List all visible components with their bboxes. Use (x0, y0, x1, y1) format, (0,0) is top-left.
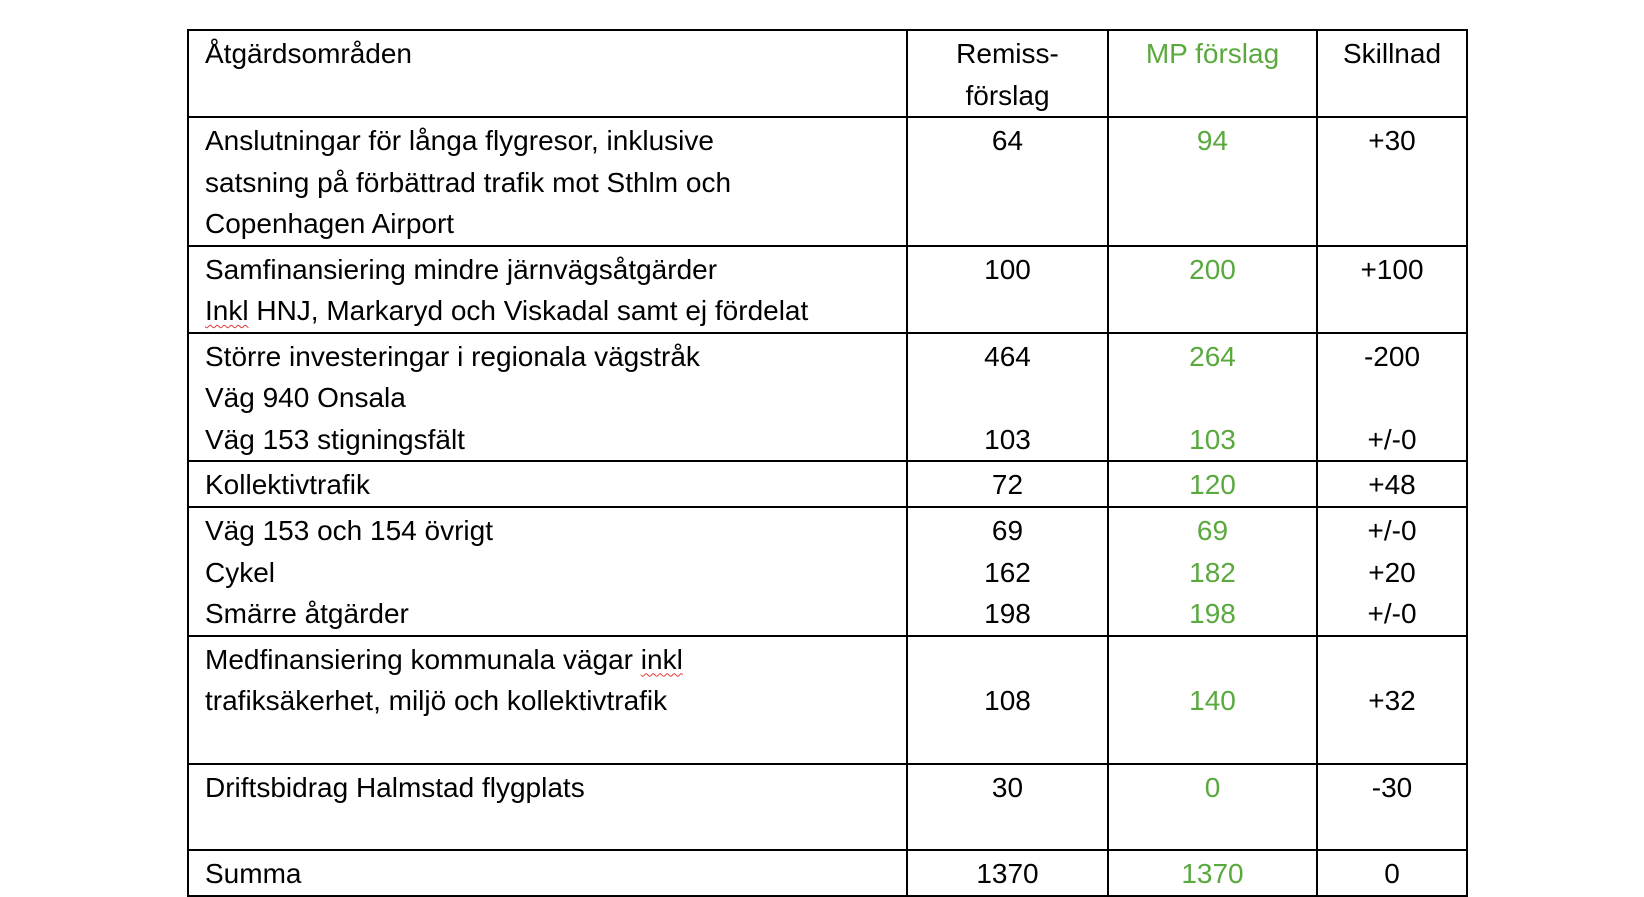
cell-area: Medfinansiering kommunala vägar inkl trafiksäkerhet, miljö och kollektivtrafik (188, 636, 907, 765)
cell-mp: 264 103 (1108, 333, 1317, 462)
cell-remiss: 100 (907, 246, 1108, 333)
cell-remiss: 108 (907, 636, 1108, 765)
table-header-row (188, 30, 1467, 117)
table-row (188, 461, 1467, 507)
cell-area: Driftsbidrag Halmstad flygplats (188, 764, 907, 850)
cell-diff: -30 (1317, 764, 1467, 850)
table-row-total (188, 850, 1467, 896)
cell-remiss: 69 162 198 (907, 507, 1108, 636)
table-row (188, 117, 1467, 246)
cell-diff: +30 (1317, 117, 1467, 246)
cell-area: Väg 153 och 154 övrigt Cykel Smärre åtgärder (188, 507, 907, 636)
table-row (188, 246, 1467, 333)
cell-remiss: 464 103 (907, 333, 1108, 462)
table-row (188, 764, 1467, 850)
cell-mp: 0 (1108, 764, 1317, 850)
cell-area: Summa (188, 850, 907, 896)
cell-mp: 94 (1108, 117, 1317, 246)
cell-diff: +100 (1317, 246, 1467, 333)
cell-remiss: 64 (907, 117, 1108, 246)
cell-diff: +/-0 +20 +/-0 (1317, 507, 1467, 636)
cell-diff: +32 (1317, 636, 1467, 765)
header-remiss: Remiss- förslag (907, 30, 1108, 117)
cell-mp: 69 182 198 (1108, 507, 1317, 636)
header-diff: Skillnad (1317, 30, 1467, 117)
header-mp: MP förslag (1108, 30, 1317, 117)
cell-diff: 0 (1317, 850, 1467, 896)
cell-mp: 120 (1108, 461, 1317, 507)
cell-area: Anslutningar för långa flygresor, inklusive satsning på förbättrad trafik mot Sthlm och Copenhagen Airport (188, 117, 907, 246)
cell-mp: 200 (1108, 246, 1317, 333)
cell-area: Större investeringar i regionala vägstråk Väg 940 Onsala Väg 153 stigningsfält (188, 333, 907, 462)
cell-area: Samfinansiering mindre järnvägsåtgärder Inkl HNJ, Markaryd och Viskadal samt ej fördelat (188, 246, 907, 333)
cell-remiss: 30 (907, 764, 1108, 850)
cell-diff: +48 (1317, 461, 1467, 507)
cell-mp: 140 (1108, 636, 1317, 765)
cell-area: Kollektivtrafik (188, 461, 907, 507)
budget-table-container (187, 29, 1468, 897)
cell-remiss: 72 (907, 461, 1108, 507)
budget-table (187, 29, 1468, 897)
table-row (188, 636, 1467, 765)
header-area: Åtgärdsområden (188, 30, 907, 117)
spellcheck-word[interactable]: inkl (640, 643, 683, 675)
cell-mp: 1370 (1108, 850, 1317, 896)
cell-diff: -200 +/-0 (1317, 333, 1467, 462)
table-row (188, 333, 1467, 462)
spellcheck-word[interactable]: Inkl (205, 295, 249, 326)
cell-remiss: 1370 (907, 850, 1108, 896)
table-row (188, 507, 1467, 636)
